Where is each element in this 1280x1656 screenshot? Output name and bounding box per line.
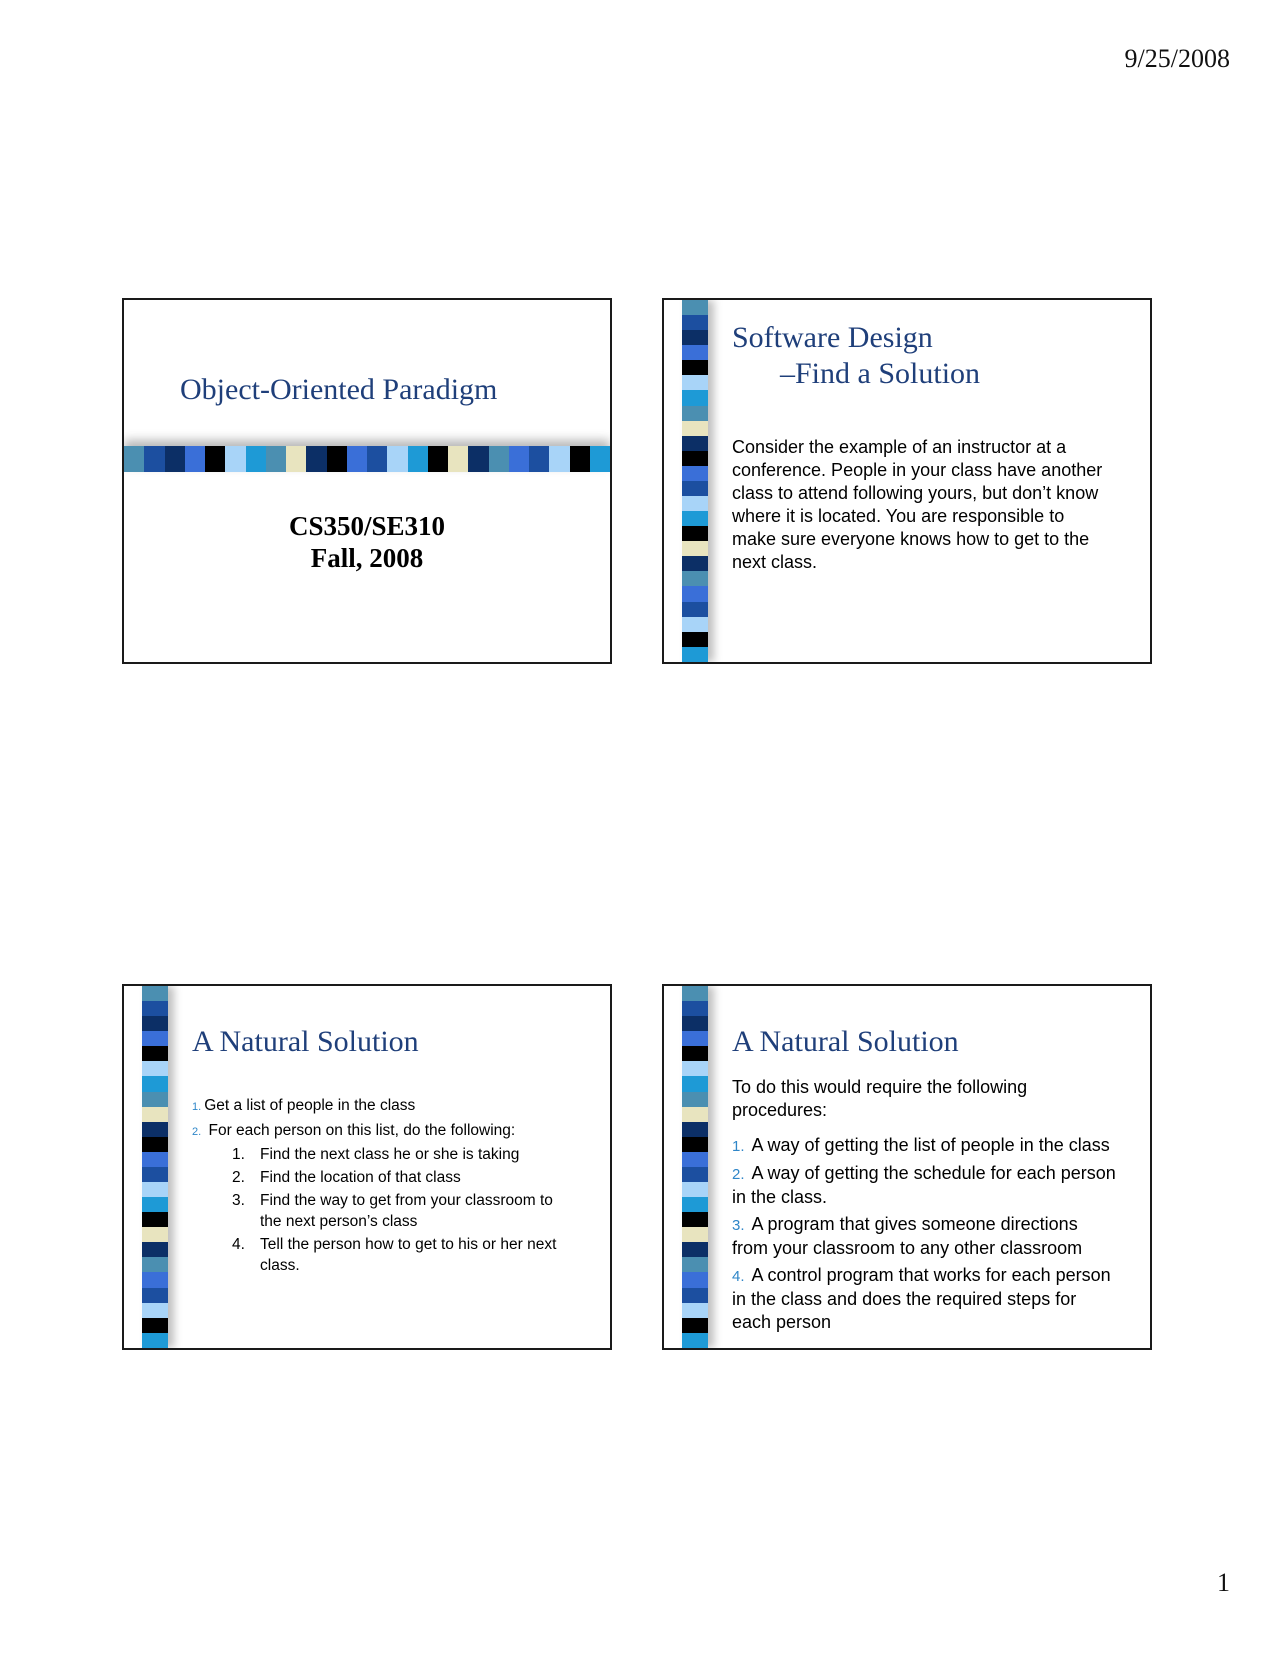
strip-block [682, 1092, 708, 1107]
strip-block [682, 1031, 708, 1046]
decorative-strip [682, 986, 708, 1348]
strip-block [142, 1137, 168, 1152]
strip-block [367, 446, 387, 472]
slide-title: A Natural Solution [732, 1025, 959, 1058]
course-code: CS350/SE310 [288, 511, 446, 541]
strip-block [142, 1303, 168, 1318]
strip-block [682, 556, 708, 571]
sub-list-item [232, 1144, 592, 1165]
item-number: 2. [732, 1166, 745, 1183]
strip-block [682, 496, 708, 511]
strip-block [142, 1197, 168, 1212]
strip-block [347, 446, 367, 472]
strip-block [682, 1001, 708, 1016]
strip-block [185, 446, 205, 472]
strip-block [682, 1182, 708, 1197]
page-date: 9/25/2008 [1124, 44, 1230, 73]
strip-block [428, 446, 448, 472]
strip-block [142, 1122, 168, 1137]
strip-block [225, 446, 245, 472]
item-number: 3. [732, 1217, 745, 1234]
intro-text [732, 1076, 1142, 1122]
strip-block [682, 586, 708, 601]
list-item [732, 1134, 1144, 1158]
strip-block [142, 1257, 168, 1272]
sub-item-line: the next person’s class [260, 1213, 418, 1230]
item-text: Get a list of people in the class [204, 1097, 416, 1114]
slide-title: Object-Oriented Paradigm [180, 373, 498, 406]
strip-block [682, 1212, 708, 1227]
sub-item-text [260, 1144, 592, 1165]
slide-software-design [662, 298, 1152, 664]
strip-block [682, 466, 708, 481]
sub-item-number: 1. [232, 1146, 245, 1163]
strip-block [142, 1272, 168, 1287]
item-number: 1. [732, 1138, 745, 1155]
strip-block [682, 1137, 708, 1152]
step-list [192, 1094, 592, 1278]
item-line: A control program that works for each person [747, 1265, 1111, 1285]
strip-block [142, 1167, 168, 1182]
procedure-list [732, 1134, 1144, 1338]
item-line: in the class and does the required steps for [732, 1289, 1077, 1309]
strip-block [142, 1212, 168, 1227]
list-item [732, 1264, 1144, 1334]
strip-block [489, 446, 509, 472]
body-line: conference. People in your class have another [732, 460, 1103, 480]
strip-block [682, 1227, 708, 1242]
strip-block [286, 446, 306, 472]
strip-block [448, 446, 468, 472]
decorative-strip [142, 986, 168, 1348]
term: Fall, 2008 [310, 543, 424, 573]
strip-block [142, 1092, 168, 1107]
strip-block [387, 446, 407, 472]
decorative-strip [682, 300, 708, 662]
strip-block [682, 481, 708, 496]
strip-block [682, 632, 708, 647]
sub-list-item [232, 1190, 592, 1232]
strip-block [468, 446, 488, 472]
strip-block [682, 617, 708, 632]
body-line: make sure everyone knows how to get to the [732, 529, 1090, 549]
strip-block [306, 446, 326, 472]
strip-block [682, 375, 708, 390]
slide-title: A Natural Solution [192, 1025, 419, 1058]
sub-item-text [260, 1167, 592, 1188]
decorative-strip [124, 446, 610, 472]
strip-block [142, 1288, 168, 1303]
sub-list-item [232, 1234, 592, 1276]
strip-block [142, 1031, 168, 1046]
strip-block [682, 511, 708, 526]
sub-item-line: Find the next class he or she is taking [260, 1146, 520, 1163]
strip-block [682, 1242, 708, 1257]
strip-block [682, 541, 708, 556]
slide-natural-solution-steps [122, 984, 612, 1350]
strip-block [246, 446, 266, 472]
strip-block [682, 1107, 708, 1122]
strip-block [529, 446, 549, 472]
sub-item-number: 4. [232, 1236, 245, 1253]
list-item [732, 1213, 1144, 1260]
strip-block [142, 1227, 168, 1242]
sub-item-text [260, 1234, 592, 1276]
strip-block [142, 1046, 168, 1061]
strip-block [142, 1333, 168, 1348]
strip-block [682, 1288, 708, 1303]
body-line: class to attend following yours, but don’t know [732, 483, 1099, 503]
strip-block [682, 436, 708, 451]
strip-block [682, 1257, 708, 1272]
strip-block [165, 446, 185, 472]
strip-block [570, 446, 590, 472]
strip-block [682, 526, 708, 541]
item-number: 2. [192, 1126, 202, 1138]
item-number: 4. [732, 1268, 745, 1285]
slide-natural-solution-procedures [662, 984, 1152, 1350]
strip-block [549, 446, 569, 472]
page-number: 1 [1217, 1568, 1230, 1597]
strip-block [682, 1303, 708, 1318]
strip-block [266, 446, 286, 472]
sub-item-line: Tell the person how to get to his or her next [260, 1236, 557, 1253]
strip-block [682, 647, 708, 662]
strip-block [682, 1318, 708, 1333]
sub-step-list [192, 1144, 592, 1276]
strip-block [682, 1167, 708, 1182]
strip-block [509, 446, 529, 472]
sub-item-number: 3. [232, 1192, 245, 1209]
item-line: in the class. [732, 1187, 828, 1207]
strip-block [144, 446, 164, 472]
sub-item-line: Find the way to get from your classroom to [260, 1192, 553, 1209]
strip-block [682, 602, 708, 617]
strip-block [142, 1016, 168, 1031]
strip-block [682, 1076, 708, 1091]
item-line: each person [732, 1312, 832, 1332]
strip-block [682, 571, 708, 586]
strip-block [682, 1152, 708, 1167]
strip-block [205, 446, 225, 472]
strip-block [142, 1076, 168, 1091]
strip-block [142, 986, 168, 1001]
list-item [192, 1119, 592, 1144]
strip-block [682, 315, 708, 330]
strip-block [682, 406, 708, 421]
strip-block [142, 1182, 168, 1197]
strip-block [682, 345, 708, 360]
item-number: 1. [192, 1101, 202, 1113]
sub-list-item [232, 1167, 592, 1188]
strip-block [682, 1016, 708, 1031]
body-line: Consider the example of an instructor at a [732, 437, 1067, 457]
strip-block [682, 1061, 708, 1076]
strip-block [682, 330, 708, 345]
strip-block [682, 1197, 708, 1212]
strip-block [142, 1061, 168, 1076]
strip-block [682, 1122, 708, 1137]
sub-item-number: 2. [232, 1169, 245, 1186]
strip-block [142, 1318, 168, 1333]
strip-block [682, 1272, 708, 1287]
item-line: from your classroom to any other classroom [732, 1238, 1083, 1258]
item-text: For each person on this list, do the following: [204, 1122, 516, 1139]
strip-block [408, 446, 428, 472]
slide-body [732, 436, 1132, 574]
strip-block [682, 421, 708, 436]
strip-block [682, 986, 708, 1001]
slide-object-oriented-paradigm [122, 298, 612, 664]
strip-block [142, 1107, 168, 1122]
strip-block [124, 446, 144, 472]
body-line: where it is located. You are responsible to [732, 506, 1065, 526]
strip-block [682, 390, 708, 405]
intro-line: To do this would require the following [732, 1077, 1028, 1097]
strip-block [327, 446, 347, 472]
item-line: A program that gives someone directions [747, 1214, 1078, 1234]
strip-block [682, 360, 708, 375]
strip-block [142, 1001, 168, 1016]
item-line: A way of getting the list of people in the class [747, 1135, 1110, 1155]
slide-title: Software Design [732, 321, 933, 354]
strip-block [590, 446, 610, 472]
list-item [732, 1162, 1144, 1209]
sub-item-line: class. [260, 1257, 300, 1274]
strip-block [142, 1152, 168, 1167]
list-item [192, 1094, 592, 1119]
sub-item-line: Find the location of that class [260, 1169, 461, 1186]
sub-item-text [260, 1190, 592, 1232]
item-line: A way of getting the schedule for each person [747, 1163, 1116, 1183]
strip-block [682, 451, 708, 466]
intro-line: procedures: [732, 1100, 828, 1120]
strip-block [682, 1046, 708, 1061]
strip-block [142, 1242, 168, 1257]
strip-block [682, 1333, 708, 1348]
slide-title-second-line: –Find a Solution [780, 357, 981, 390]
body-line: next class. [732, 552, 818, 572]
strip-block [682, 300, 708, 315]
slide-subtitle [124, 510, 610, 574]
